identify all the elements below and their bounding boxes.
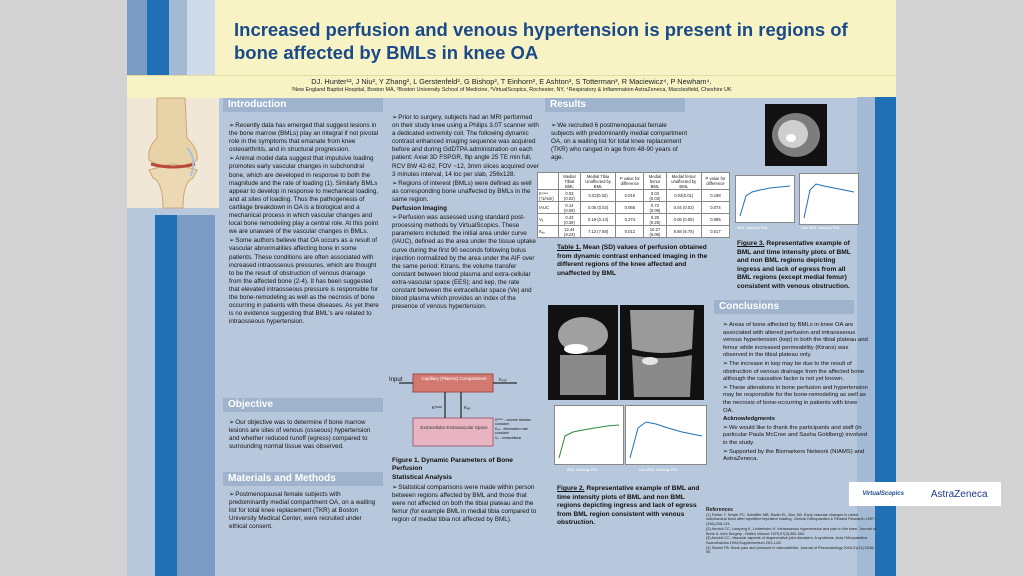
table-cell: 0.02(0.01): [666, 190, 701, 202]
table-cell: Kᵗʳᵃⁿˢ (*1/min): [538, 190, 559, 202]
mri-bullet: ➢ Prior to surgery, subjects had an MRI performed on their study knee using a Philips 3.0T scanner with a dedicated extremity coil. The following dynamic contrast enhanced imaging sequence was acquired before and during GdDTPA administration on each patient: Axial 3D FSPGR, flip angle 25 TE min full, RCV BW 42-62, FOV ~12, 3mm slices acquired over 3 minutes interval, 14 loc per slab, 256x128.: [392, 114, 540, 179]
table-row: [538, 190, 730, 202]
fig3-bml-plot-label: BML Intensity Plot: [737, 226, 768, 230]
table-header-cell: Medial femur BML: [644, 173, 666, 190]
table-cell: 0.43 (0.39): [558, 214, 580, 226]
perfusion-heading: Perfusion Imaging: [392, 205, 447, 213]
objective-bullet: ➢ Our objective was to determine if bone marrow lesions are sites of venous (osseous) hypertension and whether reduced runoff (egress) compared to surrounding normal tissue was observed.: [229, 419, 379, 451]
intro-text: [229, 122, 379, 327]
table-cell: 0.066: [616, 202, 644, 214]
figure3-label: Figure 3.: [737, 240, 765, 247]
objective-text: [229, 419, 379, 452]
table-header-row: [538, 173, 730, 190]
col2-text: [392, 114, 540, 312]
table-cell: 0.074: [701, 202, 729, 214]
table-header-cell: [538, 173, 559, 190]
intro-bullet: ➢ Some authors believe that OA occurs as a result of vascular abnormalities affecting bone in some patients. These conditions are often associated with increased intraosseous pressures, which are thought to be the result of obstruction of venous drainage from the affected bone (2-4). It has been suggested that elevated intraosseous pressure is responsible for the bone-remodeling as well as the necrosis of bone occurring in patients with these diseases. As yet there is no evidence suggesting that BML's are related to intraosseous hypertension.: [229, 237, 379, 326]
table-cell: 0.14 (0.09): [558, 202, 580, 214]
diagram-ktrans: Kᵗʳᵃⁿˢ: [432, 405, 442, 410]
references-heading: References: [706, 507, 733, 513]
diagram-kout: Kₒᵤₜ: [499, 377, 507, 382]
intro-bullet: ➢ Animal model data suggest that impulsive loading promotes early vascular changes in subchondral bone, which are developed in response to both the magnitude and the rate of loading (1). Similarly BMLs appear to develop in response to mechanical loading, and at sites of loading. Thus the pathogenesis of cartilage breakdown in OA is a biological and a mechanical process in which vascular changes and local bone remodeling play a central role. At this point we are unaware of the vascular changes in BMLs.: [229, 155, 379, 236]
table-cell: IAUC: [538, 202, 559, 214]
header-color-stripes: [127, 0, 215, 75]
figure1-caption-text: Figure 1. Dynamic Parameters of Bone Perfusion: [392, 457, 513, 473]
table-cell: 0.03 (0.03): [644, 190, 666, 202]
results-heading: Results: [550, 99, 587, 110]
table-cell: 0.016: [616, 190, 644, 202]
perfusion-bullet: ➢ Perfusion was assessed using standard post-processing methods by VirtualScopics. These parameters included: the initial area under curve (IAUC), defined as the area under the tissue uptake curve during the first 90 seconds following bolus injection normalized by the area under the AIF over the same period; Ktrans, the volume transfer constant between blood plasma and extra-cellular extra-vascular space (EES); and kep, the rate constant between the extracellular space (Ve) and blood plasma which provides an index of the presence of venous hypertension.: [392, 214, 540, 311]
diagram-input-label: Input: [389, 377, 403, 383]
ack-bullet: ➢ Supported by the Biomarkers Network (NIAMS) and AstraZeneca.: [723, 449, 869, 464]
table-cell: 0.73 (0.08): [644, 202, 666, 214]
table-cell: Vₑ: [538, 214, 559, 226]
table-row: [538, 214, 730, 226]
conclusion-bullet: ➢ These alterations in bone perfusion and hypertension may be responsible for the bone-remodeling as well as the necrosis of bone-occurring in patients with knee OA.: [723, 385, 869, 415]
table-cell: 8.68 (5.75): [666, 226, 701, 238]
poster-title: Increased perfusion and venous hypertension is present in regions of bone affected by BMLs in knee OA: [234, 19, 848, 63]
table1-label: Table 1.: [557, 244, 582, 251]
conclusion-bullet: ➢ The increase in kep may be due to the result of obstruction of venous drainage from the affected bone although the causative factor is not yet known.: [723, 361, 869, 384]
diagram-ees-box: Extracellular Extravascular Space: [420, 425, 488, 430]
stats-text: [392, 484, 540, 525]
conclusion-bullet: ➢ Areas of bone affected by BMLs in knee OA are associated with altered perfusion and intraosseous venous hypertension (kep) in both the tibial plateau and femur while increased permeability (Ktrans) was observed in the tibial plateau only.: [723, 322, 869, 360]
table-cell: 0.05 (0.02): [580, 202, 615, 214]
conclusions-text: [723, 322, 869, 465]
virtualscopics-logo: VirtualScopics: [862, 491, 904, 497]
figure3-caption-text: Representative example of BML and time intensity plots of BML and non BML regions depicting ingress and lack of egress from all BML regions (except medial femur) consistent with venous obstruction.: [737, 240, 851, 290]
table1-caption-text: Mean (SD) values of perfusion obtained from dynamic contrast enhanced imaging in the different regions of the knee affected and unaffected by BML: [557, 244, 708, 277]
table-row: [538, 202, 730, 214]
figure1-caption: [392, 457, 540, 483]
legend-item: Kᵗʳᵃⁿˢ - volume transfer constant: [495, 418, 531, 427]
intro-heading: Introduction: [228, 99, 287, 110]
reference-item: (1) Fortier T, Smyth PC, Schaffler MB, Radin EL, Burr DB. Early vascular changes in rabbit subchondral bone after repetitive impulsive loading. Clinical Orthopaedics & Related Research 1997;(336):208-221.: [706, 512, 876, 527]
affiliations: ¹New England Baptist Hospital, Boston MA, ²Boston University School of Medicine, ³VirtualScopics, Rochester, NY, ⁴Respiratory & Inflammation AstraZeneca, Macclesfield, Cheshire UK: [291, 87, 732, 93]
results-table: [537, 172, 730, 238]
table-header-cell: Medial Tibial BML: [558, 173, 580, 190]
table-cell: 0.017: [701, 226, 729, 238]
diagram-kep: Kₑₚ: [464, 405, 471, 410]
astrazeneca-logo: AstraZeneca: [930, 488, 988, 500]
knee-illustration: [127, 98, 219, 208]
table-header-cell: P value for difference: [616, 173, 644, 190]
objective-heading: Objective: [228, 399, 274, 410]
ack-bullet: ➢ We would like to thank the participants and staff (in particular Paula McCree and Sasha Goldberg) involved in the study.: [723, 425, 869, 448]
mri-image-sagittal-1: [548, 305, 618, 400]
roi-bullet: ➢ Regions of interest (BMLs) were defined as well as corresponding bone unaffected by BMLs in the same region.: [392, 180, 540, 204]
table-header-cell: Medial femur unaffected by BML: [666, 173, 701, 190]
sponsor-logos: [849, 482, 1001, 506]
fig2-nonbml-plot: [625, 405, 707, 465]
table-cell: 0.012: [616, 226, 644, 238]
poster: [127, 0, 988, 576]
conclusions-heading: Conclusions: [719, 301, 780, 312]
table1-caption: [557, 244, 709, 278]
methods-text: [229, 491, 379, 532]
references: [706, 508, 876, 555]
table-cell: 0.04 (0.02): [666, 202, 701, 214]
table-header-cell: Medial Tibia Unaffected by BML: [580, 173, 615, 190]
reference-item: (4) Simkin PA. Bone pain and pressure in osteoarthritis: Journal of Rheumatology 2004;31(11):2048-50.: [706, 545, 875, 555]
results-text: [551, 122, 691, 163]
table-cell: 12.44 (9.23): [558, 226, 580, 238]
legend-item: Kₑₚ - elimination rate constant: [495, 426, 528, 436]
stats-bullet: ➢ Statistical comparisons were made within person between regions affected by BML and those that were not affected on both the tibial plateau and the femur (for example BML in medial tibia compared to region of medial tibia not affected by BML).: [392, 484, 540, 524]
results-bullet: ➢ We recruited 6 postmenopausal female subjects with predominantly medial compartment OA, on a waiting list for total knee replacement (TKR) who ranged in age from 48-90 years of age.: [551, 122, 691, 162]
ack-heading: Acknowledgments: [723, 416, 776, 423]
table-cell: 0.274: [616, 214, 644, 226]
figure2-caption-text: Representative example of BML and time intensity plots of BML and non BML regions depicting ingress and lack of egress from BML region consistent with venous obstruction.: [557, 485, 700, 527]
left-accent-bar: [155, 215, 177, 576]
legend-item: Vₑ - extracellular: [495, 435, 522, 440]
table-cell: 0.198: [701, 190, 729, 202]
intro-bullet: ➢ Recently data has emerged that suggest lesions in the bone marrow (BMLs) play an integral if not pivotal role in the symptoms that emanate from knee osteoarthritis, and in structural progression.: [229, 122, 379, 154]
table-cell: 0.29 (0.25): [644, 214, 666, 226]
fig3-nonbml-plot-label: Non BML Intensity Plot: [801, 226, 840, 230]
table-cell: Kₑₚ: [538, 226, 559, 238]
table-cell: 0.03 (0.02): [558, 190, 580, 202]
authors: DJ. Hunter¹², J Niu², Y Zhang², L Gerstenfeld², G Bishop², T Einhorn², E Ashton³, S Totterman³, R Maciewicz⁴, P Newham⁴.: [311, 77, 712, 86]
diagram-legend: [495, 418, 540, 440]
fig2-bml-plot: [554, 405, 624, 465]
table-cell: 7.13 (7.68): [580, 226, 615, 238]
table-cell: 0.085: [701, 214, 729, 226]
methods-bullet: ➢ Postmenopausal female subjects with predominantly medial compartment OA, on a waiting list for total knee replacement (TKR) at Boston University Medical Center, were recruited under ethical consent.: [229, 491, 379, 531]
fig2-nonbml-plot-label: Non BML Intensity Plot: [639, 468, 678, 472]
reference-item: (3) Arnoldi CC. Vascular aspects of degenerative joint disorders. A synthesis. Acta Orthopaedica Scandinavica 1994;Supplementum 261:1-82.: [706, 536, 867, 545]
table-row: [538, 226, 730, 238]
reference-item: (2) Arnoldi CC, Lemperg K, Linderholm H. Intraosseous hypertension and pain in the knee. Journal of Bone & Joint Surgery - British Volume 1975;57(3):360-363.: [706, 526, 876, 536]
mri-image-axial: [765, 104, 827, 166]
figure2-label: Figure 2.: [557, 485, 585, 492]
figure2-caption: [557, 485, 703, 528]
table-cell: 10.27 (6.06): [644, 226, 666, 238]
fig2-bml-plot-label: BML Intensity Plot: [567, 468, 598, 472]
fig3-nonbml-plot: [799, 173, 859, 225]
methods-heading: Materials and Methods: [228, 473, 336, 484]
mri-image-coronal: [620, 305, 704, 400]
table-cell: 0.02(0.02): [580, 190, 615, 202]
diagram-capillary-box: Capillary (Plasma) Compartment: [421, 376, 487, 381]
figure3-caption: [737, 240, 857, 292]
table-cell: 0.19 (0.13): [580, 214, 615, 226]
left-accent-bar-light: [177, 215, 215, 576]
table-header-cell: P value for difference: [701, 173, 729, 190]
fig3-bml-plot: [735, 175, 795, 223]
table-cell: 0.06 (0.05): [666, 214, 701, 226]
stats-heading: Statistical Analysis: [392, 474, 452, 482]
